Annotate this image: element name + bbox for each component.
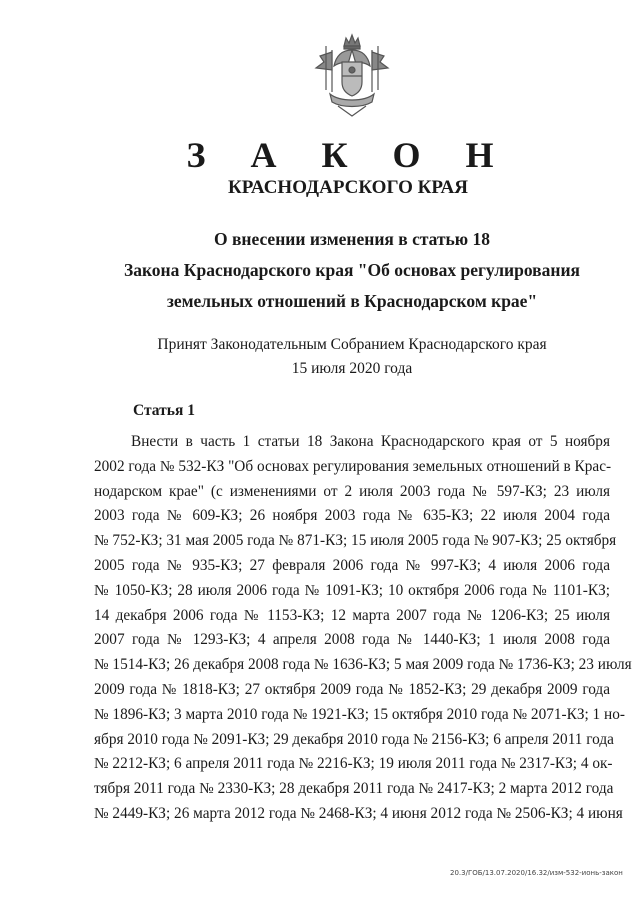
article-line: 2009 года № 1818-КЗ; 27 октября 2009 года № 1852-КЗ; 29 декабря 2009 года bbox=[94, 680, 610, 698]
article-line: № 1896-КЗ; 3 марта 2010 года № 1921-КЗ; 15 октября 2010 года № 2071-КЗ; 1 но- bbox=[94, 705, 625, 723]
article-line: нодарском крае" (с изменениями от 2 июля 2003 года № 597-КЗ; 23 июля bbox=[94, 482, 610, 500]
article-line: ября 2010 года № 2091-КЗ; 29 декабря 2010 года № 2156-КЗ; 6 апреля 2011 года bbox=[94, 730, 614, 748]
document-code: 20.3/ГОБ/13.07.2020/16.32/изм-532-ионь-закон bbox=[450, 869, 623, 877]
article-heading: Статья 1 bbox=[133, 402, 195, 419]
subject-line-2: Закона Краснодарского края "Об основах регулирования bbox=[123, 260, 581, 280]
adoption-line-1: Принят Законодательным Собранием Краснодарского края bbox=[157, 336, 547, 353]
law-title: З А К О Н bbox=[186, 135, 512, 175]
article-line: 2007 года № 1293-КЗ; 4 апреля 2008 года № 1440-КЗ; 1 июля 2008 года bbox=[94, 631, 610, 649]
region-title: КРАСНОДАРСКОГО КРАЯ bbox=[227, 177, 469, 198]
adoption-date: 15 июля 2020 года bbox=[291, 360, 413, 377]
coat-of-arms-icon bbox=[312, 32, 392, 118]
subject-line-1: О внесении изменения в статью 18 bbox=[213, 229, 491, 249]
article-line: № 1050-КЗ; 28 июля 2006 года № 1091-КЗ; 10 октября 2006 года № 1101-КЗ; bbox=[94, 581, 610, 599]
article-line: № 752-КЗ; 31 мая 2005 года № 871-КЗ; 15 июля 2005 года № 907-КЗ; 25 октября bbox=[94, 532, 617, 550]
article-line: 2005 года № 935-КЗ; 27 февраля 2006 года № 997-КЗ; 4 июля 2006 года bbox=[94, 556, 610, 574]
article-line: 2003 года № 609-КЗ; 26 ноября 2003 года № 635-КЗ; 22 июля 2004 года bbox=[94, 507, 610, 525]
article-line: 2002 года № 532-КЗ "Об основах регулирования земельных отношений в Крас- bbox=[94, 457, 612, 475]
article-line: 14 декабря 2006 года № 1153-КЗ; 12 марта 2007 года № 1206-КЗ; 25 июля bbox=[94, 606, 610, 624]
article-line: № 2212-КЗ; 6 апреля 2011 года № 2216-КЗ; 19 июля 2011 года № 2317-КЗ; 4 ок- bbox=[94, 755, 613, 773]
article-line: № 2449-КЗ; 26 марта 2012 года № 2468-КЗ; 4 июня 2012 года № 2506-КЗ; 4 июня bbox=[94, 804, 623, 822]
subject-line-3: земельных отношений в Краснодарском крае" bbox=[166, 291, 538, 311]
article-body bbox=[94, 430, 632, 827]
article-line: Внести в часть 1 статьи 18 Закона Краснодарского края от 5 ноября bbox=[131, 433, 610, 450]
article-line: № 1514-КЗ; 26 декабря 2008 года № 1636-КЗ; 5 мая 2009 года № 1736-КЗ; 23 июля bbox=[94, 656, 632, 674]
article-line: тября 2011 года № 2330-КЗ; 28 декабря 2011 года № 2417-КЗ; 2 марта 2012 года bbox=[94, 780, 614, 798]
